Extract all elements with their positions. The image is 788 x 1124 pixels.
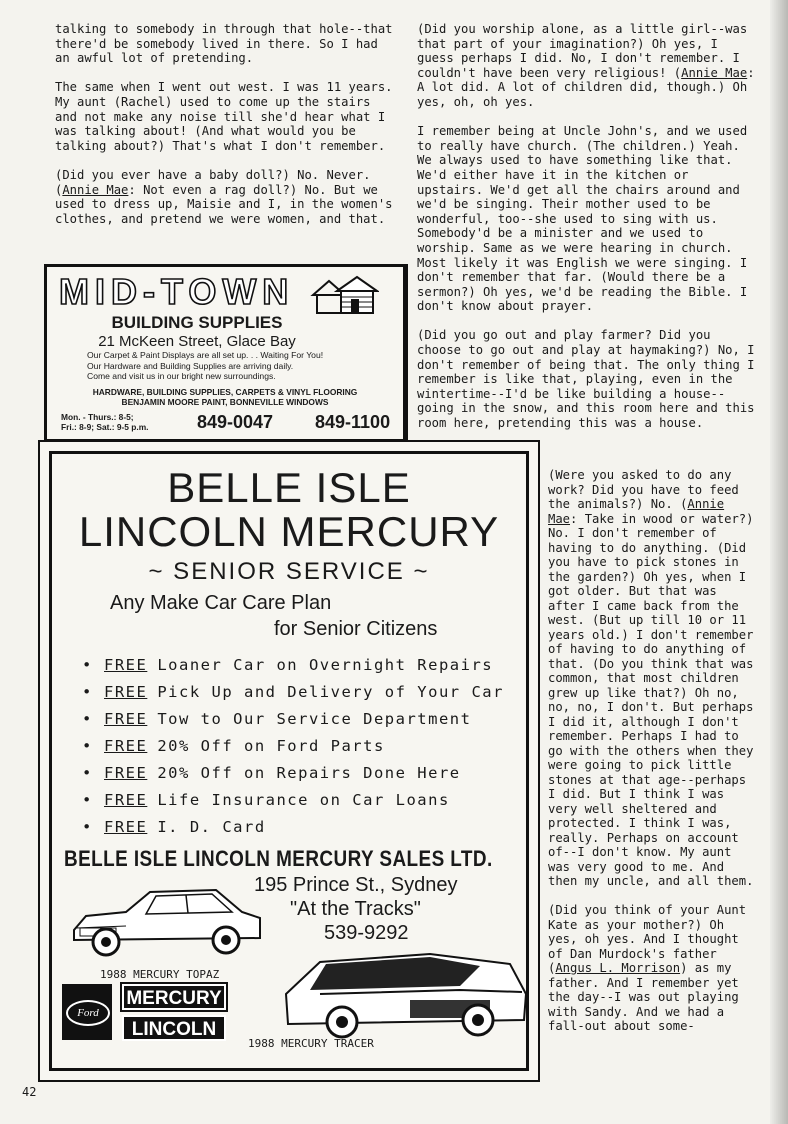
paragraph: talking to somebody in through that hole--that there'd be somebody lived in there. So I had an awful lot of pretending. [55,22,393,66]
midtown-subtitle: BUILDING SUPPLIES [111,313,283,332]
ford-logo: Ford [62,984,112,1040]
senior-service-heading: ~ SENIOR SERVICE ~ [148,558,430,585]
feature-list [82,652,504,841]
ad-inner-frame [49,451,529,1071]
list-item: • FREE 20% Off on Ford Parts [82,737,385,755]
dealer-address: 195 Prince St., Sydney [254,874,458,896]
paragraph: The same when I went out west. I was 11 years. My aunt (Rachel) used to come up the stairs and not make any noise till she'd hear what I was talking about! (And what would you be talking about?) That's what I don't remember. [55,80,393,153]
list-item: • FREE Life Insurance on Car Loans [82,791,450,809]
midtown-phone: 849-1100 [315,412,391,432]
mercury-logo: MERCURY [122,984,226,1010]
belle-isle-advertisement [38,440,540,1082]
midtown-hours: Mon. - Thurs.: 8-5; Fri.: 8-9; Sat.: 9-5 p.m. [61,412,149,432]
midtown-phone: 849-0047 [197,412,274,432]
list-item: • FREE I. D. Card [82,818,266,836]
dealer-location: "At the Tracks" [290,898,421,920]
houses-icon [309,273,379,317]
ad-title: LINCOLN MERCURY [78,508,500,555]
lincoln-logo: LINCOLN [122,1015,226,1041]
speaker-name: Annie Mae [548,497,725,526]
ad-title: BELLE ISLE [167,464,411,511]
list-item: • FREE Loaner Car on Overnight Repairs [82,656,494,674]
list-item: • FREE Pick Up and Delivery of Your Car [82,683,504,701]
dealer-name: BELLE ISLE LINCOLN MERCURY SALES LTD. [64,846,493,871]
car-caption: 1988 MERCURY TOPAZ [100,968,220,981]
page-number: 42 [22,1085,37,1099]
sedan-car-icon [66,868,266,968]
speaker-name: Annie Mae [62,182,129,197]
dealer-phone: 539-9292 [324,922,409,944]
plan-line: Any Make Car Care Plan [110,592,332,614]
paragraph: (Did you worship alone, as a little girl--was that part of your imagination?) Oh yes, I guess perhaps I did. No, I don't remember. I couldn't have been very religious! (Annie Mae: A lot did. A lot of children did, though.) Oh yes, oh, oh yes. [417,22,755,109]
person-name: Angus L. Morrison [555,961,681,976]
left-text-column [55,22,395,241]
paragraph: (Did you go out and play farmer? Did you choose to go out and play at haymaking?) No, I don't remember of being that. The only thing I remember is like that, playing, even in the wintertime--I'd be like building a house--going in the snow, and this room here and this room here, pretending this was a house. [417,328,755,431]
car-caption: 1988 MERCURY TRACER [248,1037,374,1050]
page-edge-shadow [770,0,788,1124]
midtown-logo: MID-TOWN [59,271,295,312]
midtown-notes: Our Carpet & Paint Displays are all set up. . . Waiting For You! Our Hardware and Building Supplies are arriving daily. Come and visit us in our bright new surroundings. [87,350,324,381]
midtown-address: 21 McKeen Street, Glace Bay [98,333,296,350]
midtown-products: HARDWARE, BUILDING SUPPLIES, CARPETS & VINYL FLOORING BENJAMIN MOORE PAINT, BONNEVILLE WINDOWS [92,387,358,407]
list-item: • FREE 20% Off on Repairs Done Here [82,764,461,782]
list-item: • FREE Tow to Our Service Department [82,710,472,728]
hatchback-car-icon [280,944,530,1040]
right-narrow-column [548,468,758,1048]
plan-line: for Senior Citizens [274,618,438,640]
paragraph: I remember being at Uncle John's, and we used to really have church. (The children.) Yeah. We always used to have something like that. We'd either have it in the kitchen or upstairs. We'd get all the chairs around and we'd be singing. Their mother used to be wonderful, too--she used to sing with us. Somebody'd be a minister and we used to worship. Same as we were hearing in church. Most likely it was English we were singing. I don't remember that far. (Would there be a sermon?) Oh yes, we'd be reading the Bible. I don't know about prayer. [417,124,748,314]
speaker-name: Annie Mae [681,65,748,80]
right-text-column [417,22,757,445]
paragraph: (Were you asked to do any work? Did you have to feed the animals?) No. (Annie Mae: Take in wood or water?) No. I don't remember of having to do anything. (Did you have to pick stones in the garden?) Oh yes, when I got older. But that was after I came back from the west. (But up till 10 or 11 years old.) I don't remember of having to do anything of that. (Do you think that was common, that most children grew up like that?) Oh no, no, no, I don't. But perhaps I did it, although I don't remember. Perhaps I had to go with the others when they were going to pick little stones at that age--perhaps I did. But I think I was very well sheltered and protected. I think I was, really. Perhaps on account of--I don't know. My aunt was very good to me. And then my uncle, and all them. [548,468,754,888]
midtown-advertisement [44,264,408,444]
paragraph: (Did you think of your Aunt Kate as your mother?) Oh yes, oh yes. And I thought of Dan Murdock's father (Angus L. Morrison) as my father. And I remember yet the day--I was out playing with Sandy. And we had a fall-out about some- [548,903,747,1034]
paragraph: (Did you ever have a baby doll?) No. Never. (Annie Mae: Not even a rag doll?) No. But we used to dress up, Maisie and I, in the women's clothes, and pretend we were women, and that. [55,167,393,226]
